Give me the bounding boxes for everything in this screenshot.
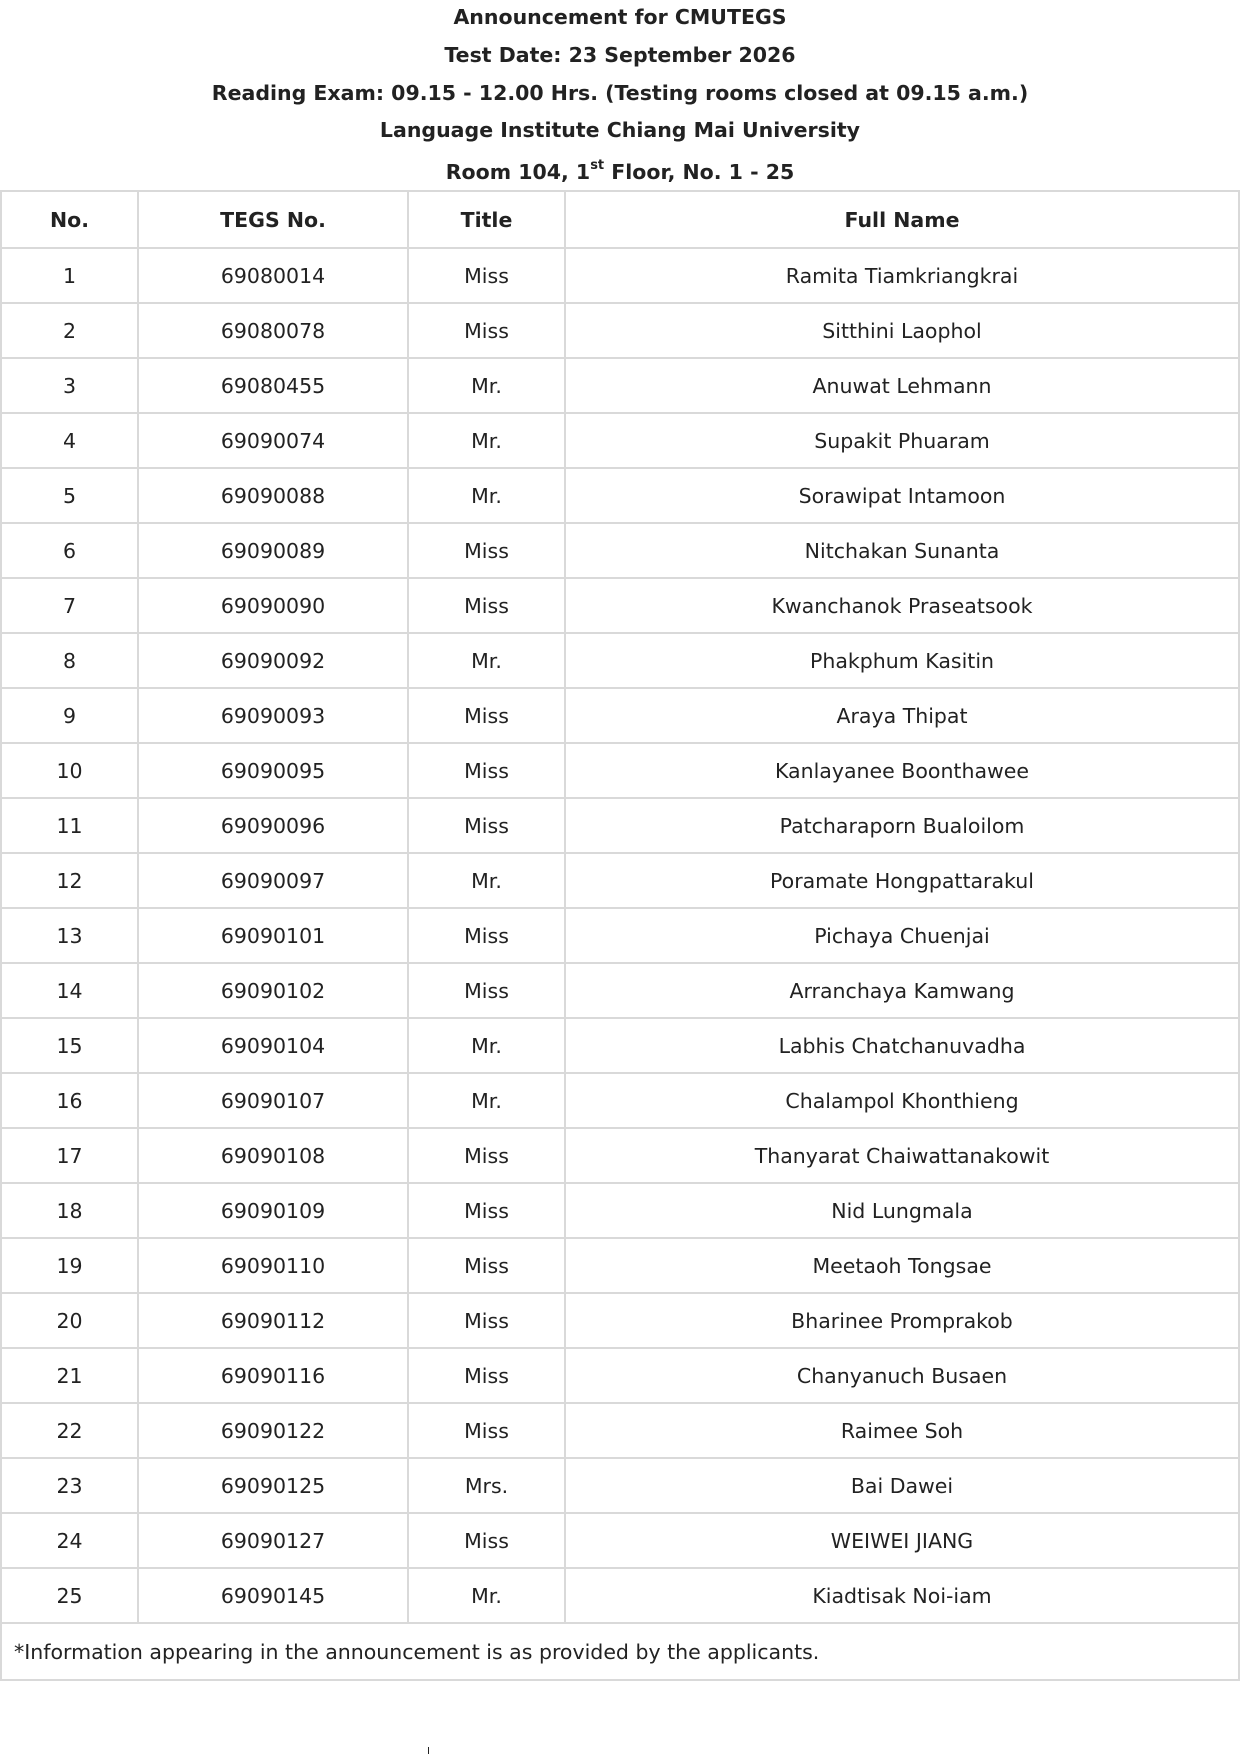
cell-tegs-no: 69090122 <box>138 1403 408 1458</box>
cell-no: 7 <box>1 578 138 633</box>
room-info-prefix: Room 104, 1 <box>445 160 591 185</box>
cell-no: 25 <box>1 1568 138 1623</box>
table-row <box>1 853 1239 908</box>
cell-full-name: Raimee Soh <box>565 1403 1239 1458</box>
table-row <box>1 1128 1239 1183</box>
announcement-title: Announcement for CMUTEGS <box>453 5 787 29</box>
cell-full-name: Phakphum Kasitin <box>565 633 1239 688</box>
cell-title: Miss <box>408 1183 565 1238</box>
cell-tegs-no: 69080014 <box>138 248 408 303</box>
cell-tegs-no: 69090112 <box>138 1293 408 1348</box>
cell-full-name: Chanyanuch Busaen <box>565 1348 1239 1403</box>
table-row <box>1 358 1239 413</box>
cell-no: 8 <box>1 633 138 688</box>
cell-no: 20 <box>1 1293 138 1348</box>
table-row <box>1 1513 1239 1568</box>
cell-full-name: WEIWEI JIANG <box>565 1513 1239 1568</box>
table-row <box>1 578 1239 633</box>
cell-no: 24 <box>1 1513 138 1568</box>
cell-no: 14 <box>1 963 138 1018</box>
cell-title: Mrs. <box>408 1458 565 1513</box>
table-row <box>1 908 1239 963</box>
cell-tegs-no: 69090110 <box>138 1238 408 1293</box>
page-edge-mark <box>428 1747 429 1754</box>
cell-title: Mr. <box>408 1568 565 1623</box>
cell-tegs-no: 69090101 <box>138 908 408 963</box>
column-header-title: Title <box>408 191 565 248</box>
cell-title: Mr. <box>408 468 565 523</box>
institute-name: Language Institute Chiang Mai University <box>379 118 861 143</box>
cell-full-name: Sitthini Laophol <box>565 303 1239 358</box>
cell-title: Mr. <box>408 413 565 468</box>
table-row <box>1 1403 1239 1458</box>
cell-title: Miss <box>408 1238 565 1293</box>
cell-no: 4 <box>1 413 138 468</box>
table-row <box>1 688 1239 743</box>
cell-full-name: Kanlayanee Boonthawee <box>565 743 1239 798</box>
cell-full-name: Meetaoh Tongsae <box>565 1238 1239 1293</box>
cell-tegs-no: 69090116 <box>138 1348 408 1403</box>
cell-no: 18 <box>1 1183 138 1238</box>
table-row <box>1 1183 1239 1238</box>
table-row <box>1 523 1239 578</box>
cell-title: Miss <box>408 743 565 798</box>
cell-title: Miss <box>408 303 565 358</box>
cell-title: Miss <box>408 1293 565 1348</box>
column-header-tegs-no: TEGS No. <box>138 191 408 248</box>
cell-full-name: Poramate Hongpattarakul <box>565 853 1239 908</box>
cell-full-name: Bai Dawei <box>565 1458 1239 1513</box>
cell-no: 11 <box>1 798 138 853</box>
cell-no: 10 <box>1 743 138 798</box>
table-row <box>1 963 1239 1018</box>
table-row <box>1 1458 1239 1513</box>
cell-tegs-no: 69090108 <box>138 1128 408 1183</box>
cell-tegs-no: 69090096 <box>138 798 408 853</box>
cell-full-name: Nitchakan Sunanta <box>565 523 1239 578</box>
cell-title: Mr. <box>408 633 565 688</box>
table-row <box>1 1018 1239 1073</box>
cell-full-name: Kiadtisak Noi-iam <box>565 1568 1239 1623</box>
cell-title: Miss <box>408 798 565 853</box>
table-row <box>1 468 1239 523</box>
cell-title: Miss <box>408 1348 565 1403</box>
cell-title: Miss <box>408 1128 565 1183</box>
cell-title: Miss <box>408 1403 565 1458</box>
reading-exam-time: Reading Exam: 09.15 - 12.00 Hrs. (Testing rooms closed at 09.15 a.m.) <box>211 80 1029 105</box>
cell-tegs-no: 69090095 <box>138 743 408 798</box>
cell-tegs-no: 69090125 <box>138 1458 408 1513</box>
table-row <box>1 1568 1239 1623</box>
cell-tegs-no: 69090107 <box>138 1073 408 1128</box>
cell-no: 1 <box>1 248 138 303</box>
room-info-ordinal: st <box>590 158 605 174</box>
cell-full-name: Chalampol Khonthieng <box>565 1073 1239 1128</box>
cell-title: Miss <box>408 523 565 578</box>
cell-full-name: Ramita Tiamkriangkrai <box>565 248 1239 303</box>
cell-tegs-no: 69090104 <box>138 1018 408 1073</box>
cell-no: 3 <box>1 358 138 413</box>
applicant-table <box>0 190 1240 1681</box>
cell-full-name: Arranchaya Kamwang <box>565 963 1239 1018</box>
cell-tegs-no: 69090145 <box>138 1568 408 1623</box>
cell-no: 5 <box>1 468 138 523</box>
cell-title: Miss <box>408 1513 565 1568</box>
cell-full-name: Supakit Phuaram <box>565 413 1239 468</box>
cell-title: Miss <box>408 688 565 743</box>
cell-no: 15 <box>1 1018 138 1073</box>
cell-title: Miss <box>408 248 565 303</box>
applicant-table-body <box>1 248 1239 1623</box>
cell-full-name: Kwanchanok Praseatsook <box>565 578 1239 633</box>
table-row <box>1 248 1239 303</box>
footnote-row <box>1 1623 1239 1680</box>
cell-tegs-no: 69080455 <box>138 358 408 413</box>
cell-title: Mr. <box>408 1018 565 1073</box>
cell-full-name: Pichaya Chuenjai <box>565 908 1239 963</box>
cell-title: Miss <box>408 908 565 963</box>
cell-no: 16 <box>1 1073 138 1128</box>
cell-tegs-no: 69090088 <box>138 468 408 523</box>
room-info <box>0 153 1240 191</box>
cell-full-name: Anuwat Lehmann <box>565 358 1239 413</box>
cell-full-name: Bharinee Promprakob <box>565 1293 1239 1348</box>
table-row <box>1 1238 1239 1293</box>
cell-tegs-no: 69090090 <box>138 578 408 633</box>
cell-no: 19 <box>1 1238 138 1293</box>
cell-no: 23 <box>1 1458 138 1513</box>
cell-title: Miss <box>408 963 565 1018</box>
cell-tegs-no: 69090109 <box>138 1183 408 1238</box>
table-row <box>1 413 1239 468</box>
cell-title: Miss <box>408 578 565 633</box>
cell-no: 12 <box>1 853 138 908</box>
table-header-row <box>1 191 1239 248</box>
cell-full-name: Sorawipat Intamoon <box>565 468 1239 523</box>
column-header-full-name: Full Name <box>565 191 1239 248</box>
table-row <box>1 743 1239 798</box>
cell-full-name: Nid Lungmala <box>565 1183 1239 1238</box>
footnote: *Information appearing in the announcement is as provided by the applicants. <box>1 1623 1239 1680</box>
room-info-suffix: Floor, No. 1 - 25 <box>604 160 795 185</box>
cell-full-name: Araya Thipat <box>565 688 1239 743</box>
column-header-no: No. <box>1 191 138 248</box>
cell-no: 21 <box>1 1348 138 1403</box>
announcement-header <box>0 0 1240 191</box>
cell-tegs-no: 69080078 <box>138 303 408 358</box>
cell-full-name: Patcharaporn Bualoilom <box>565 798 1239 853</box>
cell-full-name: Thanyarat Chaiwattanakowit <box>565 1128 1239 1183</box>
cell-no: 17 <box>1 1128 138 1183</box>
cell-title: Mr. <box>408 1073 565 1128</box>
table-row <box>1 633 1239 688</box>
cell-title: Mr. <box>408 358 565 413</box>
cell-no: 9 <box>1 688 138 743</box>
table-row <box>1 1293 1239 1348</box>
table-row <box>1 303 1239 358</box>
cell-no: 6 <box>1 523 138 578</box>
cell-tegs-no: 69090074 <box>138 413 408 468</box>
cell-tegs-no: 69090089 <box>138 523 408 578</box>
table-row <box>1 798 1239 853</box>
cell-no: 22 <box>1 1403 138 1458</box>
table-row <box>1 1348 1239 1403</box>
table-row <box>1 1073 1239 1128</box>
cell-tegs-no: 69090102 <box>138 963 408 1018</box>
cell-tegs-no: 69090093 <box>138 688 408 743</box>
cell-tegs-no: 69090092 <box>138 633 408 688</box>
cell-tegs-no: 69090097 <box>138 853 408 908</box>
cell-tegs-no: 69090127 <box>138 1513 408 1568</box>
cell-no: 13 <box>1 908 138 963</box>
cell-title: Mr. <box>408 853 565 908</box>
cell-no: 2 <box>1 303 138 358</box>
test-date: Test Date: 23 September 2026 <box>444 42 796 67</box>
cell-full-name: Labhis Chatchanuvadha <box>565 1018 1239 1073</box>
